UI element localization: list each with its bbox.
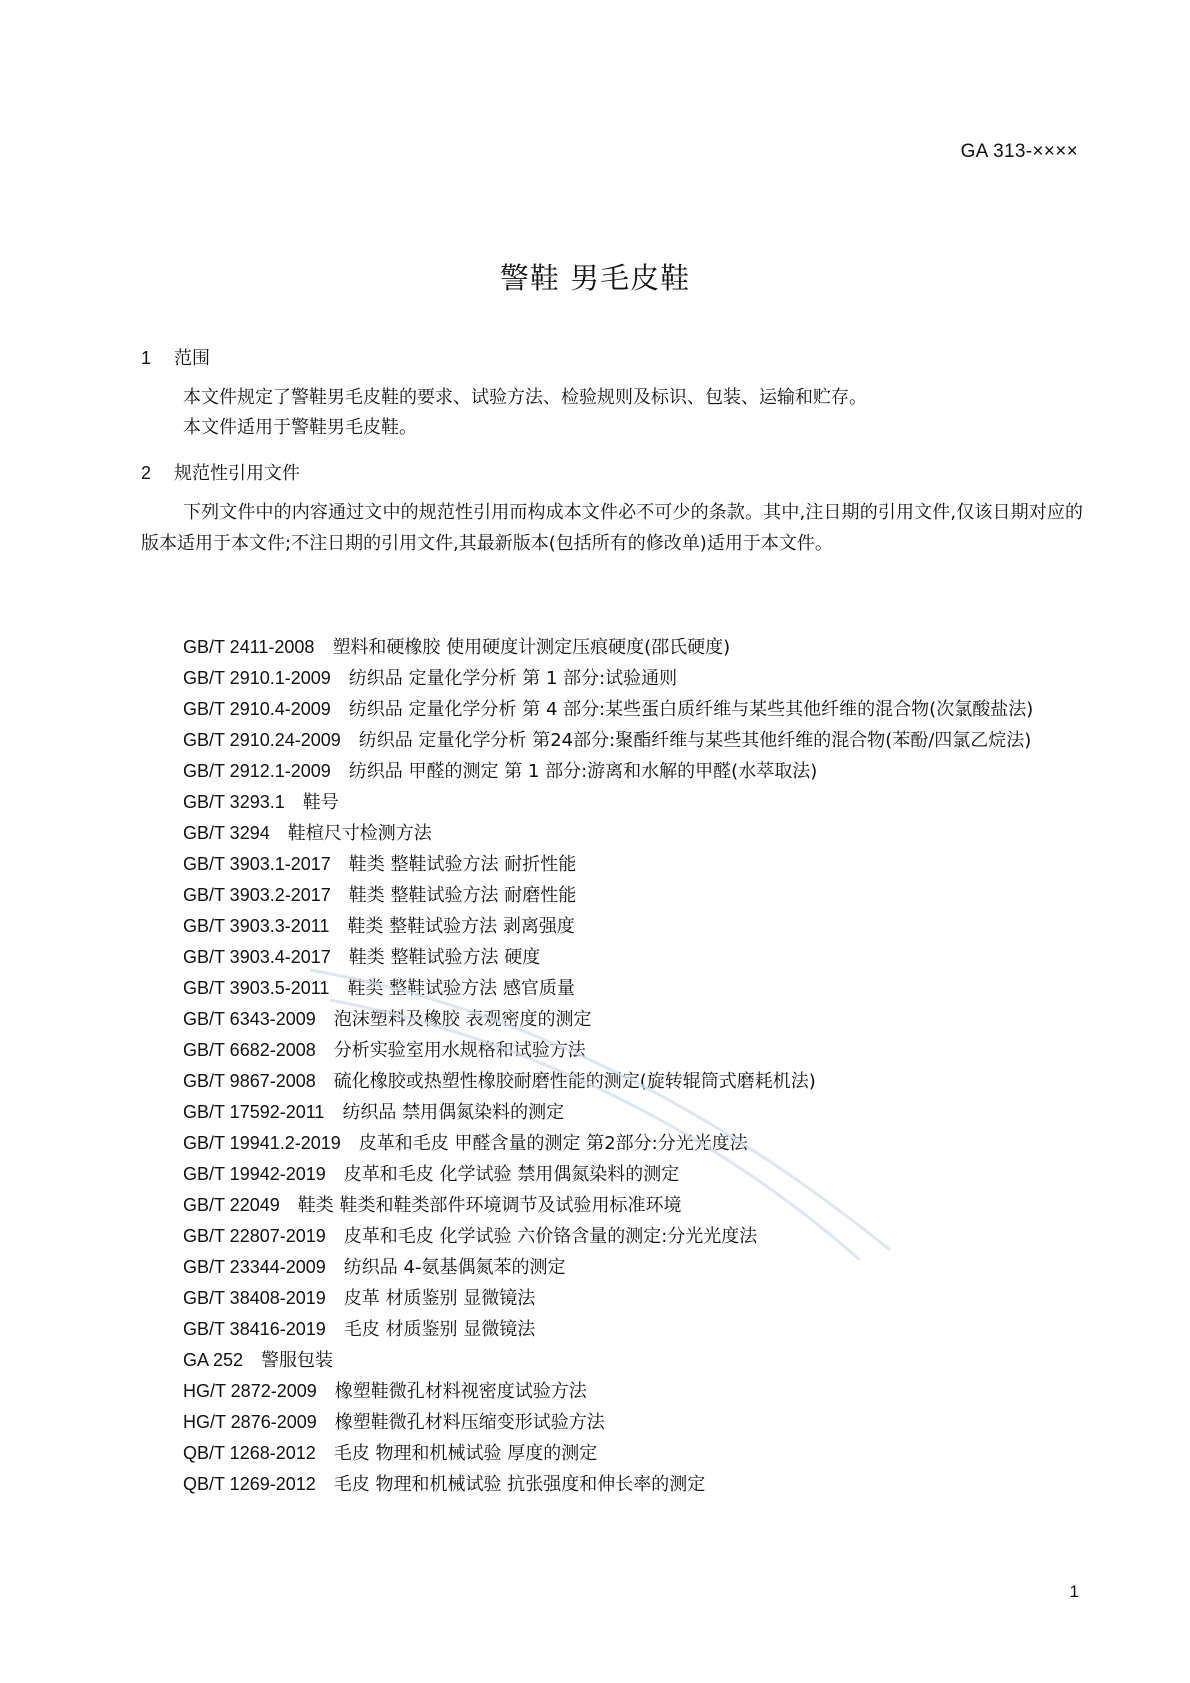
reference-title: 纺织品 4-氨基偶氮苯的测定: [343, 1257, 566, 1278]
reference-title: 皮革和毛皮 甲醛含量的测定 第2部分:分光光度法: [358, 1133, 748, 1154]
reference-title: 毛皮 物理和机械试验 厚度的测定: [333, 1443, 598, 1464]
reference-item: [141, 942, 1083, 973]
scope-paragraph: 本文件规定了警鞋男毛皮鞋的要求、试验方法、检验规则及标识、包装、运输和贮存。: [183, 387, 867, 408]
section-number: 2: [141, 463, 152, 483]
section-title: 规范性引用文件: [174, 463, 300, 484]
page-number: 1: [1069, 1582, 1079, 1601]
reference-item: [141, 911, 1083, 942]
reference-code: GB/T 19942-2019: [183, 1164, 326, 1184]
reference-item: [141, 1128, 1083, 1159]
reference-code: GB/T 3903.4-2017: [183, 947, 331, 967]
reference-code: GB/T 9867-2008: [183, 1071, 316, 1091]
reference-title: 纺织品 甲醛的测定 第 1 部分:游离和水解的甲醛(水萃取法): [348, 761, 818, 782]
reference-code: GB/T 2912.1-2009: [183, 761, 331, 781]
reference-title: 鞋号: [302, 792, 339, 813]
section-number: 1: [141, 348, 152, 368]
reference-item: [141, 756, 1083, 787]
reference-code: GB/T 22807-2019: [183, 1226, 326, 1246]
reference-title: 纺织品 定量化学分析 第24部分:聚酯纤维与某些其他纤维的混合物(苯酚/四氯乙烷法): [358, 730, 1032, 751]
reference-code: QB/T 1268-2012: [183, 1443, 316, 1463]
reference-code: GB/T 2910.24-2009: [183, 730, 341, 750]
reference-title: 鞋类 鞋类和鞋类部件环境调节及试验用标准环境: [297, 1195, 682, 1216]
reference-item: [141, 1252, 1083, 1283]
reference-item: [141, 1438, 1083, 1469]
reference-code: HG/T 2872-2009: [183, 1381, 317, 1401]
reference-code: GB/T 23344-2009: [183, 1257, 326, 1277]
reference-code: GB/T 3903.3-2011: [183, 916, 330, 936]
reference-title: 鞋类 整鞋试验方法 耐磨性能: [348, 885, 577, 906]
reference-item: [141, 1221, 1083, 1252]
reference-code: GB/T 19941.2-2019: [183, 1133, 341, 1153]
reference-item: [141, 663, 1083, 694]
reference-code: GA 252: [183, 1350, 244, 1370]
reference-title: 毛皮 材质鉴别 显微镜法: [343, 1319, 536, 1340]
reference-code: GB/T 6682-2008: [183, 1040, 316, 1060]
reference-item: [141, 694, 1083, 725]
scope-paragraph: 本文件适用于警鞋男毛皮鞋。: [183, 417, 417, 438]
reference-item: [141, 1407, 1083, 1438]
reference-item: [141, 849, 1083, 880]
reference-code: GB/T 6343-2009: [183, 1009, 316, 1029]
reference-item: [141, 1314, 1083, 1345]
reference-item: [141, 1345, 1083, 1376]
section-title: 范围: [174, 348, 210, 369]
reference-code: GB/T 38408-2019: [183, 1288, 326, 1308]
reference-item: [141, 1469, 1083, 1500]
reference-title: 纺织品 定量化学分析 第 4 部分:某些蛋白质纤维与某些其他纤维的混合物(次氯酸盐法): [348, 699, 1034, 720]
reference-code: GB/T 3903.5-2011: [183, 978, 330, 998]
reference-title: 皮革和毛皮 化学试验 六价铬含量的测定:分光光度法: [343, 1226, 758, 1247]
document-title: 警鞋 男毛皮鞋: [499, 261, 691, 295]
reference-code: GB/T 3903.2-2017: [183, 885, 331, 905]
reference-item: [141, 1004, 1083, 1035]
reference-item: [141, 818, 1083, 849]
section-heading-scope: [141, 344, 210, 370]
reference-title: 硫化橡胶或热塑性橡胶耐磨性能的测定(旋转辊筒式磨耗机法): [333, 1071, 816, 1092]
reference-code: HG/T 2876-2009: [183, 1412, 317, 1432]
reference-item: [141, 1035, 1083, 1066]
reference-item: [141, 725, 1083, 756]
reference-title: 皮革 材质鉴别 显微镜法: [343, 1288, 536, 1309]
reference-code: GB/T 3294: [183, 823, 270, 843]
reference-title: 纺织品 禁用偶氮染料的测定: [342, 1102, 565, 1123]
reference-title: 橡塑鞋微孔材料压缩变形试验方法: [334, 1412, 605, 1433]
reference-title: 毛皮 物理和机械试验 抗张强度和伸长率的测定: [333, 1474, 706, 1495]
reference-item: [141, 787, 1083, 818]
references-intro-paragraph: 下列文件中的内容通过文中的规范性引用而构成本文件必不可少的条款。其中,注日期的引用文件,仅该日期对应的版本适用于本文件;不注日期的引用文件,其最新版本(包括所有的修改单)适用于本文件。: [141, 502, 1083, 554]
reference-code: QB/T 1269-2012: [183, 1474, 316, 1494]
reference-code: GB/T 22049: [183, 1195, 280, 1215]
reference-title: 橡塑鞋微孔材料视密度试验方法: [334, 1381, 587, 1402]
reference-item: [141, 1066, 1083, 1097]
reference-list: [141, 632, 1083, 1500]
reference-code: GB/T 17592-2011: [183, 1102, 325, 1122]
reference-code: GB/T 38416-2019: [183, 1319, 326, 1339]
reference-title: 鞋类 整鞋试验方法 硬度: [348, 947, 541, 968]
reference-code: GB/T 3293.1: [183, 792, 285, 812]
reference-item: [141, 1159, 1083, 1190]
reference-item: [141, 1376, 1083, 1407]
reference-title: 鞋类 整鞋试验方法 感官质量: [347, 978, 575, 999]
reference-title: 纺织品 定量化学分析 第 1 部分:试验通则: [348, 668, 678, 689]
reference-title: 塑料和硬橡胶 使用硬度计测定压痕硬度(邵氏硬度): [332, 637, 731, 658]
reference-title: 分析实验室用水规格和试验方法: [333, 1040, 586, 1061]
reference-item: [141, 1283, 1083, 1314]
reference-item: [141, 1190, 1083, 1221]
reference-title: 皮革和毛皮 化学试验 禁用偶氮染料的测定: [343, 1164, 680, 1185]
reference-code: GB/T 2910.1-2009: [183, 668, 331, 688]
reference-code: GB/T 2411-2008: [183, 637, 315, 657]
reference-item: [141, 973, 1083, 1004]
reference-title: 警服包装: [261, 1350, 334, 1371]
reference-item: [141, 880, 1083, 911]
reference-title: 鞋类 整鞋试验方法 耐折性能: [348, 854, 577, 875]
section-heading-normative-references: [141, 459, 300, 485]
reference-item: [141, 632, 1083, 663]
reference-title: 泡沫塑料及橡胶 表观密度的测定: [333, 1009, 592, 1030]
reference-item: [141, 1097, 1083, 1128]
document-code: GA 313-××××: [960, 141, 1078, 162]
reference-code: GB/T 3903.1-2017: [183, 854, 331, 874]
reference-code: GB/T 2910.4-2009: [183, 699, 331, 719]
reference-title: 鞋类 整鞋试验方法 剥离强度: [347, 916, 575, 937]
reference-title: 鞋楦尺寸检测方法: [287, 823, 432, 844]
